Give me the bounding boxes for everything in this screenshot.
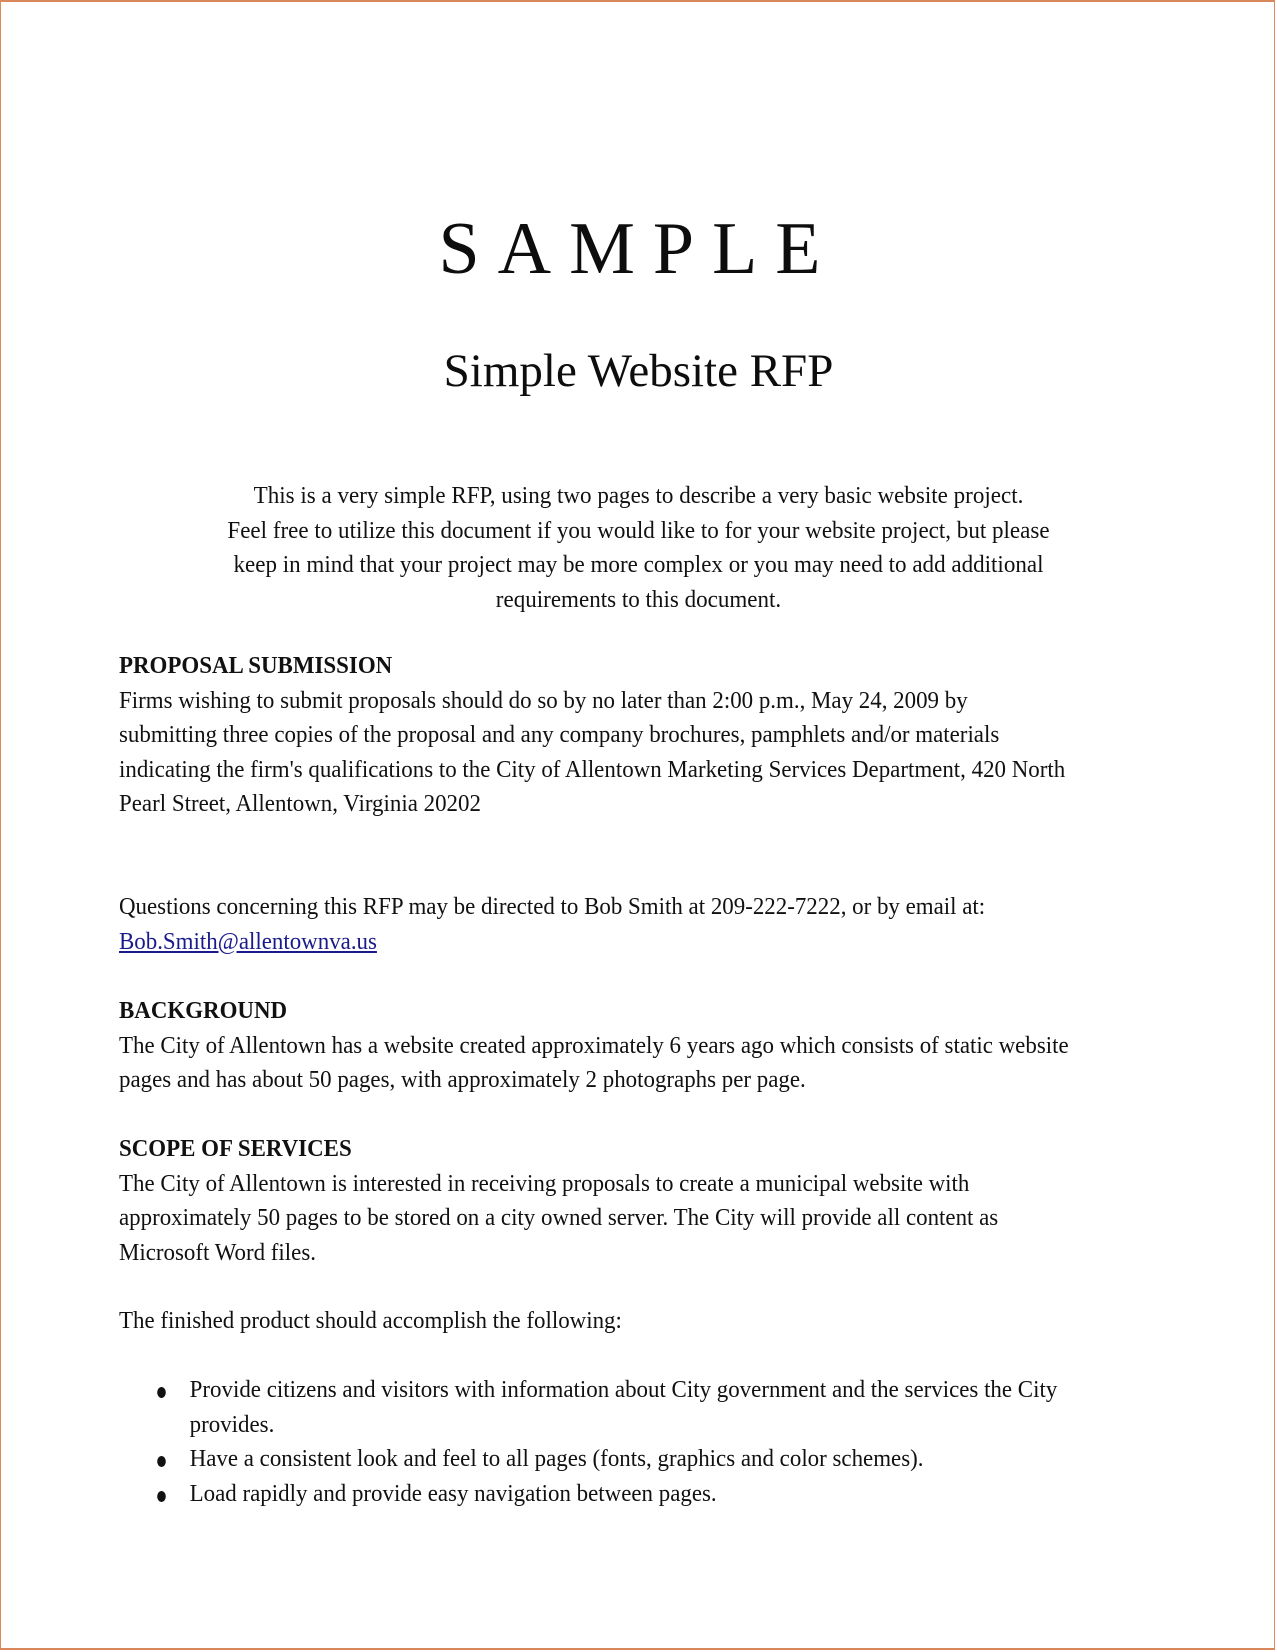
body-line: approximately 50 pages to be stored on a city owned server. The City will provide all content as <box>119 1205 999 1231</box>
body-line: Firms wishing to submit proposals should do so by no later than 2:00 p.m., May 24, 2009 by <box>119 687 968 714</box>
bullet-icon <box>157 1387 166 1398</box>
list-intro <box>119 1304 1199 1339</box>
body-line: The City of Allentown is interested in receiving proposals to create a municipal website with <box>119 1170 970 1197</box>
section-heading: BACKGROUND <box>119 998 288 1024</box>
bullet-icon <box>157 1491 166 1502</box>
contact-paragraph <box>119 890 1199 959</box>
intro-line: Feel free to utilize this document if you would like to for your website project, but please <box>227 517 1050 544</box>
list-item: Provide citizens and visitors with information about City government and the services the City provides. <box>119 1373 1150 1442</box>
section-background <box>119 994 1199 1098</box>
intro-paragraph <box>170 479 1108 617</box>
section-proposal-submission <box>119 649 1199 822</box>
email-link[interactable]: Bob.Smith@allentownva.us <box>119 928 377 955</box>
list-intro-text: The finished product should accomplish the following: <box>119 1308 622 1334</box>
section-heading: SCOPE OF SERVICES <box>119 1136 352 1162</box>
intro-line: keep in mind that your project may be more complex or you may need to add additional <box>233 552 1044 578</box>
bullet-icon <box>157 1456 166 1467</box>
body-line: Microsoft Word files. <box>119 1239 316 1266</box>
document-title: Simple Website RFP <box>443 345 834 397</box>
body-line: The City of Allentown has a website created approximately 6 years ago which consists of static website <box>119 1032 1069 1059</box>
sample-stamp: SAMPLE <box>438 208 839 290</box>
body-line: submitting three copies of the proposal and any company brochures, pamphlets and/or materials <box>119 722 1000 748</box>
intro-line: This is a very simple RFP, using two pages to describe a very basic website project. <box>253 483 1024 509</box>
requirements-list <box>119 1373 1199 1511</box>
list-item: Have a consistent look and feel to all pages (fonts, graphics and color schemes). <box>119 1442 1150 1477</box>
body-line: Pearl Street, Allentown, Virginia 20202 <box>119 791 481 817</box>
questions-line: Questions concerning this RFP may be directed to Bob Smith at 209-222-7222, or by email at: <box>119 894 986 920</box>
intro-line: requirements to this document. <box>495 586 782 613</box>
body-line: indicating the firm's qualifications to the City of Allentown Marketing Services Department, 420 North <box>119 756 1066 783</box>
body-line: pages and has about 50 pages, with approximately 2 photographs per page. <box>119 1067 806 1093</box>
section-scope-of-services <box>119 1132 1199 1270</box>
section-heading: PROPOSAL SUBMISSION <box>119 653 393 679</box>
list-item: Load rapidly and provide easy navigation between pages. <box>119 1477 1150 1512</box>
